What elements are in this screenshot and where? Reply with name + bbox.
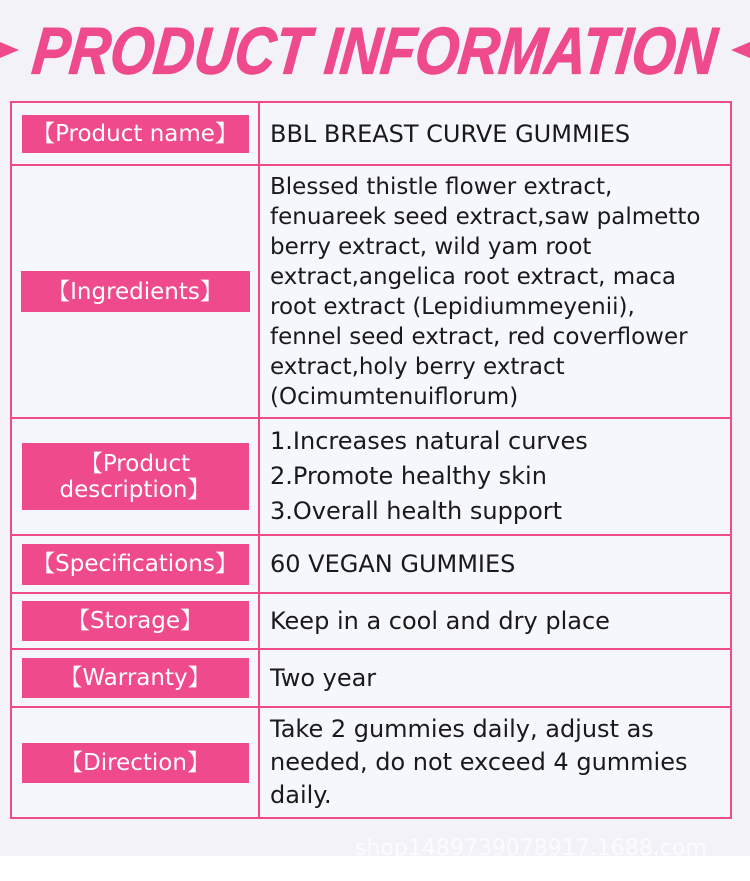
value-cell bbox=[270, 419, 730, 534]
value-cell bbox=[270, 166, 730, 417]
page-header bbox=[0, 0, 750, 100]
ingredients-label: 【Ingredients】 bbox=[21, 271, 250, 312]
specifications-value: 60 VEGAN GUMMIES bbox=[270, 550, 516, 578]
value-cell bbox=[270, 594, 730, 648]
label-cell bbox=[12, 708, 260, 817]
value-cell bbox=[270, 536, 730, 592]
specifications-label: 【Specifications】 bbox=[22, 544, 249, 585]
ingredients-value: Blessed thistle flower extract, fenuareek seed extract,saw palmetto berry extract, wild yam root extract,angelica root extract, maca root extract (Lepidiummeyenii), fennel seed extract, red coverflower extract,holy berry extract (Ocimumtenuiflorum) bbox=[270, 173, 701, 410]
row-product-name bbox=[12, 103, 730, 166]
value-cell bbox=[270, 103, 730, 164]
triangle-left-icon bbox=[731, 39, 750, 61]
row-specifications bbox=[12, 536, 730, 594]
row-product-description bbox=[12, 419, 730, 536]
label-cell bbox=[12, 536, 260, 592]
watermark-text: shop1489739078917.1688.com bbox=[355, 836, 707, 861]
label-cell bbox=[12, 166, 260, 417]
warranty-value: Two year bbox=[270, 664, 377, 692]
product-description-value: 1.Increases natural curves 2.Promote healthy skin 3.Overall health support bbox=[270, 427, 588, 525]
label-cell bbox=[12, 650, 260, 706]
value-cell bbox=[270, 650, 730, 706]
row-ingredients bbox=[12, 166, 730, 419]
warranty-label: 【Warranty】 bbox=[22, 658, 249, 698]
product-info-table bbox=[10, 101, 732, 819]
direction-value: Take 2 gummies daily, adjust as needed, do not exceed 4 gummies daily. bbox=[270, 715, 688, 809]
row-warranty bbox=[12, 650, 730, 708]
product-name-label: 【Product name】 bbox=[22, 115, 249, 153]
label-cell bbox=[12, 594, 260, 648]
row-storage bbox=[12, 594, 730, 650]
storage-value: Keep in a cool and dry place bbox=[270, 607, 610, 635]
triangle-right-icon bbox=[0, 39, 19, 61]
label-cell bbox=[12, 103, 260, 164]
product-name-value: BBL BREAST CURVE GUMMIES bbox=[270, 119, 631, 148]
direction-label: 【Direction】 bbox=[22, 743, 249, 783]
page-title: PRODUCT INFORMATION bbox=[29, 12, 721, 88]
value-cell bbox=[270, 708, 730, 817]
storage-label: 【Storage】 bbox=[22, 601, 249, 641]
row-direction bbox=[12, 708, 730, 817]
label-cell bbox=[12, 419, 260, 534]
product-description-label: 【Product description】 bbox=[22, 443, 249, 510]
